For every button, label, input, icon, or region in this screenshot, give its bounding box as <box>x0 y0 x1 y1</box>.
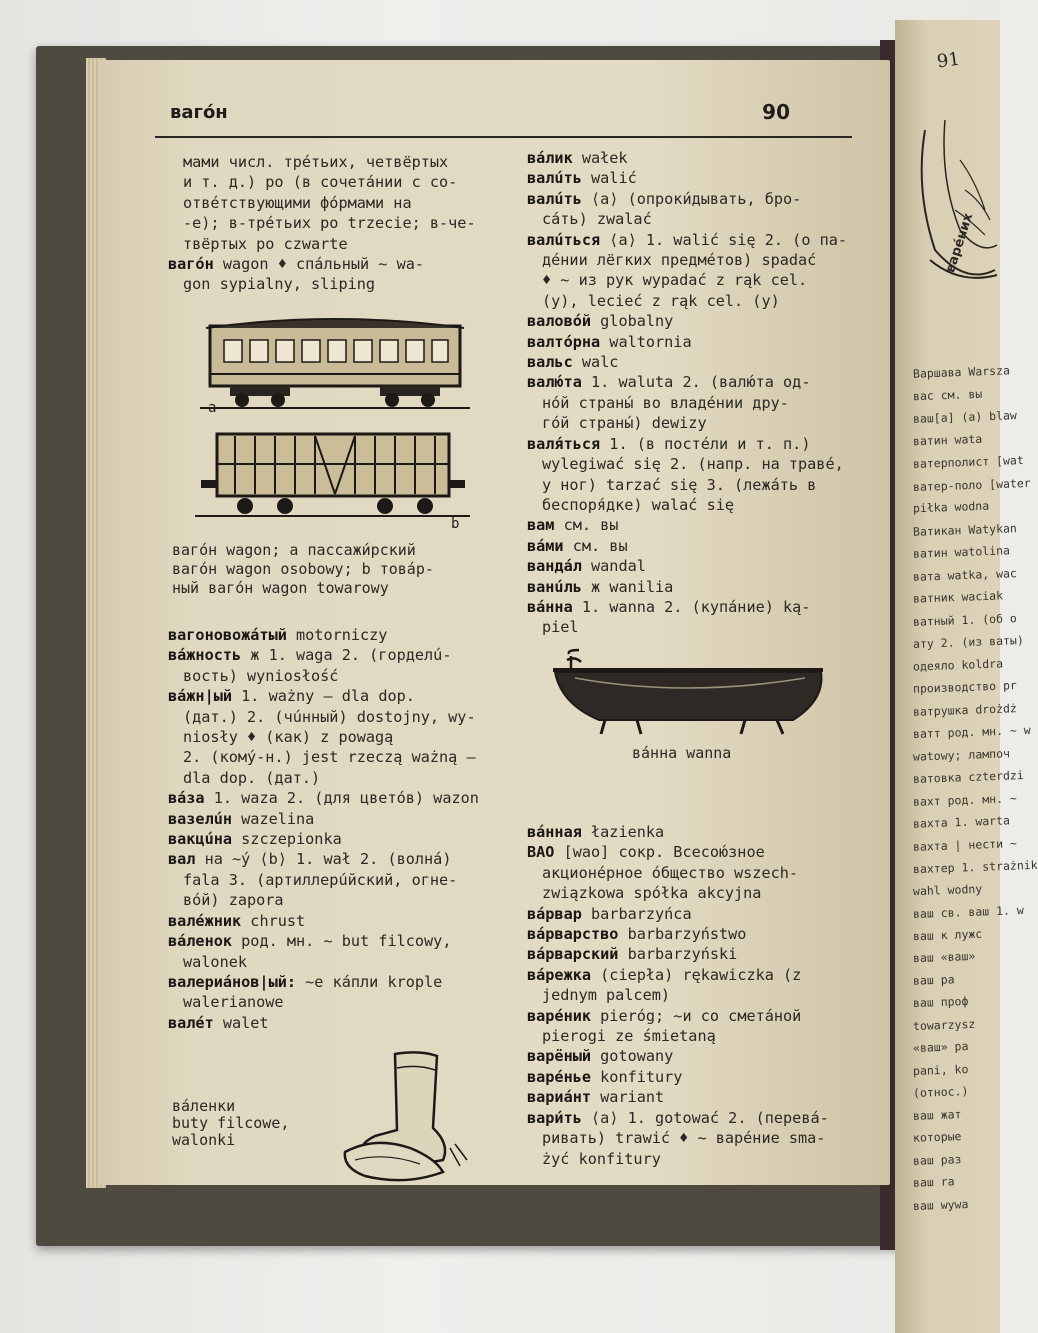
wagon-caption-line: вагóн wagon osobowy; b товáр- <box>172 560 434 578</box>
wagon-label-b: b <box>451 516 460 532</box>
wagon-label-a: a <box>208 400 217 416</box>
right-column-bottom <box>527 822 862 1169</box>
right-page-line: pani, ko <box>912 1061 969 1078</box>
dictionary-line: вáми см. вы <box>527 536 628 555</box>
left-column-top <box>168 152 508 295</box>
right-page-line: которые <box>912 1129 962 1145</box>
dictionary-line: у ног) tarzać się 3. (лежáть в <box>542 475 817 494</box>
right-page-line: вахт род. мн. ~ <box>912 790 1018 809</box>
dictionary-line: вáнна 1. wanna 2. (купáние) ką- <box>527 597 811 616</box>
dictionary-line: (y), lecieć z rąk cel. (y) <box>542 291 780 310</box>
right-page-line: ваш проф <box>912 994 969 1010</box>
wagon-caption <box>172 541 434 598</box>
dictionary-line: związkowa spółka akcyjna <box>542 884 762 903</box>
dictionary-line: твёртых po czwarte <box>183 234 348 253</box>
dictionary-line: 2. (комý-н.) jest rzeczą ważną — <box>183 748 476 767</box>
right-page-line: ваш ra <box>912 1174 955 1190</box>
right-page-line: «ваш» pa <box>912 1039 969 1055</box>
right-page-line: ватный 1. (об о <box>912 610 1018 629</box>
dictionary-line: вазелúн wazelina <box>168 809 315 828</box>
dictionary-line: pierogi ze śmietaną <box>542 1027 716 1046</box>
dictionary-line: вáрежка (ciepła) rękawiczka (z <box>527 965 802 984</box>
right-page-line: ваш[a] (a) blaw <box>912 408 1018 426</box>
dictionary-line: -e); в-трéтьих po trzecie; в-че- <box>183 214 476 233</box>
dictionary-line: niosły ♦ (как) z powagą <box>183 728 394 747</box>
dictionary-line: ванúль ж wanilia <box>527 577 674 596</box>
dictionary-line: walonek <box>183 952 248 971</box>
dictionary-line: нóй страны́ во владéнии дру- <box>542 393 789 412</box>
right-page-line: производство pr <box>912 678 1018 696</box>
right-page-line: ваш св. ваш 1. w <box>912 903 1024 921</box>
dictionary-line: валериáнов|ый: ~е кáпли krople <box>168 972 443 991</box>
dictionary-line: вакцúна szczepionka <box>168 830 342 849</box>
wagon-caption-line: вагóн wagon; a пассажи́рский <box>172 541 416 559</box>
dictionary-line: вáрвар barbarzyńca <box>527 904 692 923</box>
dictionary-line: вáнная łazienka <box>527 823 665 841</box>
page-header <box>160 100 850 140</box>
dictionary-line: валтóрна waltornia <box>527 332 692 351</box>
right-page-line: ваш к лужс <box>912 926 983 943</box>
right-page <box>895 20 1038 1333</box>
dictionary-line: дéнии лёгких предмéтов) spadać <box>542 251 817 270</box>
dictionary-line: вал на ~ý ⟨b⟩ 1. wał 2. (вoлнá) <box>168 850 452 869</box>
right-page-line: вата watka, wac <box>912 565 1018 584</box>
right-page-line: ваш жат <box>912 1106 962 1123</box>
right-page-caption: варéних <box>943 211 977 275</box>
valenki-caption-line: buty filcowe, <box>172 1114 290 1132</box>
right-page-line: ату 2. (из ваты) <box>912 633 1024 651</box>
dictionary-line: вóй) zapora <box>183 891 284 910</box>
dictionary-line: валúть ⟨a⟩ (опроки́дывать, бро- <box>527 189 802 208</box>
dictionary-line: вáленок род. мн. ~ but filcowy, <box>168 932 452 951</box>
dictionary-line: fala 3. (артиллерúйский, огне- <box>183 870 458 889</box>
valenki-caption-line: walonki <box>172 1131 236 1149</box>
right-page-line: watowy; лампоч <box>912 745 1011 764</box>
valenki-caption <box>172 1098 289 1149</box>
bath-caption: вáнна wanna <box>632 744 732 762</box>
dictionary-line: вальс walc <box>527 353 619 372</box>
dictionary-line: валúть walić <box>527 169 637 188</box>
dictionary-line: вандáл wandal <box>527 557 646 576</box>
dictionary-line: и т. д.) po (в сочетáнии с со- <box>183 173 458 192</box>
dictionary-line: валовóй globalny <box>527 312 674 331</box>
header-guide-word: вагóн <box>170 102 228 123</box>
header-rule <box>155 136 852 138</box>
dictionary-line: вость) wyniosłość <box>183 666 339 685</box>
dictionary-line: отвéтствующими фóрмами на <box>183 193 412 212</box>
dictionary-line: валя́ться 1. (в постéли и т. п.) <box>527 434 811 453</box>
dictionary-line: гóй страны́) dewizy <box>542 414 707 433</box>
right-page-line: вахта | нести ~ <box>912 835 1018 854</box>
page-number: 90 <box>762 100 790 124</box>
right-page-line: вас см. вы <box>912 386 983 403</box>
dictionary-line: вариáнт wariant <box>527 1088 665 1107</box>
dictionary-line: żyć konfitury <box>542 1149 661 1168</box>
right-page-line: ватерполист [wat <box>912 453 1024 471</box>
dictionary-line: валéжник chrust <box>168 911 306 930</box>
right-page-line: одеяло koldra <box>912 655 1004 674</box>
right-page-line: вахтер 1. strażnik <box>912 857 1038 877</box>
dictionary-line: валúться ⟨a⟩ 1. walić się 2. (o па- <box>527 230 848 249</box>
right-page-line: towarzysz <box>912 1016 976 1033</box>
right-column-top <box>527 148 862 638</box>
dictionary-line: вáза 1. waza 2. (для цветóв) wazon <box>168 789 479 808</box>
dictionary-line: мами числ. трéтьих, четвёртых <box>183 153 449 171</box>
right-page-line: ватовка czterdzi <box>912 768 1024 786</box>
dictionary-line: сáть) zwalać <box>542 210 652 229</box>
left-column-bottom <box>168 625 508 1033</box>
dictionary-line: (дат.) 2. (чúнный) dostojny, wy- <box>183 707 476 726</box>
dictionary-line: варёный gotowany <box>527 1047 674 1066</box>
right-page-line: ватник waciak <box>912 588 1004 606</box>
dictionary-line: ♦ ~ из рук wypadać z rąk cel. <box>542 271 808 290</box>
right-page-line: piłka wodna <box>912 498 990 516</box>
dictionary-line: вáрварский barbarzyński <box>527 945 738 964</box>
right-page-line: ваш pa <box>912 971 955 988</box>
passenger-wagon-illustration <box>200 312 470 416</box>
right-page-number: 91 <box>935 48 962 73</box>
right-page-line: Ватикан Watykan <box>912 520 1018 539</box>
dictionary-line: gon sypialny, sliping <box>183 275 376 294</box>
wagon-caption-line: ный вагóн wagon towarowy <box>172 579 389 597</box>
dictionary-line: вагоновожáтый motorniczy <box>168 626 388 644</box>
right-page-line: wahl wodny <box>912 881 983 898</box>
dictionary-line: ривать) trawić ♦ ~ варéние sma- <box>542 1129 826 1148</box>
dictionary-line: walerianowe <box>183 993 284 1012</box>
dictionary-line: jednym palcem) <box>542 986 671 1005</box>
dictionary-line: валéт walet <box>168 1013 269 1032</box>
right-page-line: ватин wata <box>912 431 983 448</box>
right-page-line: (относ.) <box>912 1084 969 1100</box>
dictionary-line: piel <box>542 618 579 637</box>
freight-wagon-illustration <box>195 426 470 531</box>
valenki-boot-illustration <box>325 1048 475 1188</box>
right-page-line: ватт род. мн. ~ w <box>912 722 1031 742</box>
dictionary-line: вам см. вы <box>527 516 619 535</box>
dictionary-line: валю́та 1. waluta 2. (валю́та од- <box>527 373 811 392</box>
right-page-line: ватер-поло [water <box>912 475 1031 494</box>
dictionary-line: беспоря́дке) walać się <box>542 495 735 514</box>
right-page-line: ваш «ваш» <box>912 948 976 966</box>
valenki-caption-line: вáленки <box>172 1097 236 1115</box>
dictionary-line: ВАО [wao] сокр. Всесою́зное <box>527 843 765 862</box>
right-page-line: ваш раз <box>912 1151 962 1168</box>
dictionary-line: dla dop. (дат.) <box>183 768 321 787</box>
dictionary-line: вагóн wagon ♦ спáльный ~ wa- <box>168 255 425 274</box>
right-page-line: Варшава Warsza <box>912 363 1011 381</box>
right-page-line: ватин watolina <box>912 543 1011 561</box>
right-page-line: ватрушка drożdż <box>912 700 1018 719</box>
dictionary-line: вари́ть ⟨a⟩ 1. gotować 2. (перева́- <box>527 1108 829 1127</box>
dictionary-line: вáлик wałek <box>527 149 628 167</box>
right-page-line: вахта 1. warta <box>912 813 1011 831</box>
dictionary-line: варéнье konfitury <box>527 1067 683 1086</box>
dictionary-line: wylegiwać się 2. (напр. на травé, <box>542 455 844 474</box>
bathtub-illustration <box>545 648 830 740</box>
dictionary-line: варéник pieróg; ~и со сметáной <box>527 1006 802 1025</box>
dictionary-line: акционéрное óбщество wszech- <box>542 863 799 882</box>
dictionary-line: вáжность ж 1. waga 2. (горделú- <box>168 646 452 665</box>
dictionary-line: вáжн|ый 1. ważny — dla dop. <box>168 687 415 706</box>
dictionary-line: вáрварство barbarzyństwo <box>527 925 747 944</box>
right-page-line: ваш wywa <box>912 1196 969 1213</box>
